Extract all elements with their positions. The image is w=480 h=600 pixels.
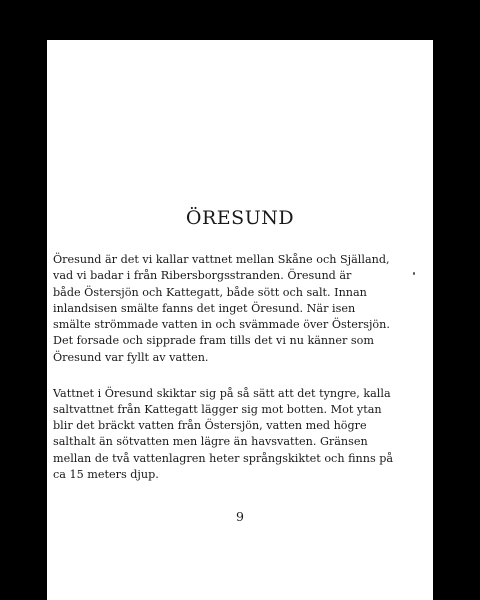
paper-speck xyxy=(413,272,415,275)
chapter-title: ÖRESUND xyxy=(185,207,295,229)
text-line: inlandsisen smälte fanns det inget Öresund. När isen xyxy=(53,301,356,315)
text-line: vad vi badar i från Ribersborgsstranden. Öresund är xyxy=(53,269,352,283)
text-line: Öresund var fyllt av vatten. xyxy=(53,350,209,364)
text-line: salthalt än sötvatten men lägre än havsvatten. Gränsen xyxy=(53,435,368,449)
text-line: både Östersjön och Kattegatt, både sött och salt. Innan xyxy=(53,285,367,299)
page-number: 9 xyxy=(236,509,244,524)
text-line: saltvattnet från Kattegatt lägger sig mot botten. Mot ytan xyxy=(53,402,382,416)
paragraph-2 xyxy=(53,386,425,484)
book-page xyxy=(47,40,433,600)
text-line: mellan de två vattenlagren heter språngskiktet och finns på xyxy=(53,451,394,465)
text-line: blir det bräckt vatten från Östersjön, vatten med högre xyxy=(53,419,367,433)
text-line: Öresund är det vi kallar vattnet mellan Skåne och Själland, xyxy=(53,253,390,266)
text-line: Vattnet i Öresund skiktar sig på så sätt att det tyngre, kalla xyxy=(53,386,391,400)
text-line: smälte strömmade vatten in och svämmade över Östersjön. xyxy=(53,318,390,332)
text-line: ca 15 meters djup. xyxy=(53,468,159,482)
paragraph-1 xyxy=(53,252,425,366)
body-text xyxy=(53,252,425,503)
text-line: Det forsade och sipprade fram tills det vi nu känner som xyxy=(53,334,374,348)
